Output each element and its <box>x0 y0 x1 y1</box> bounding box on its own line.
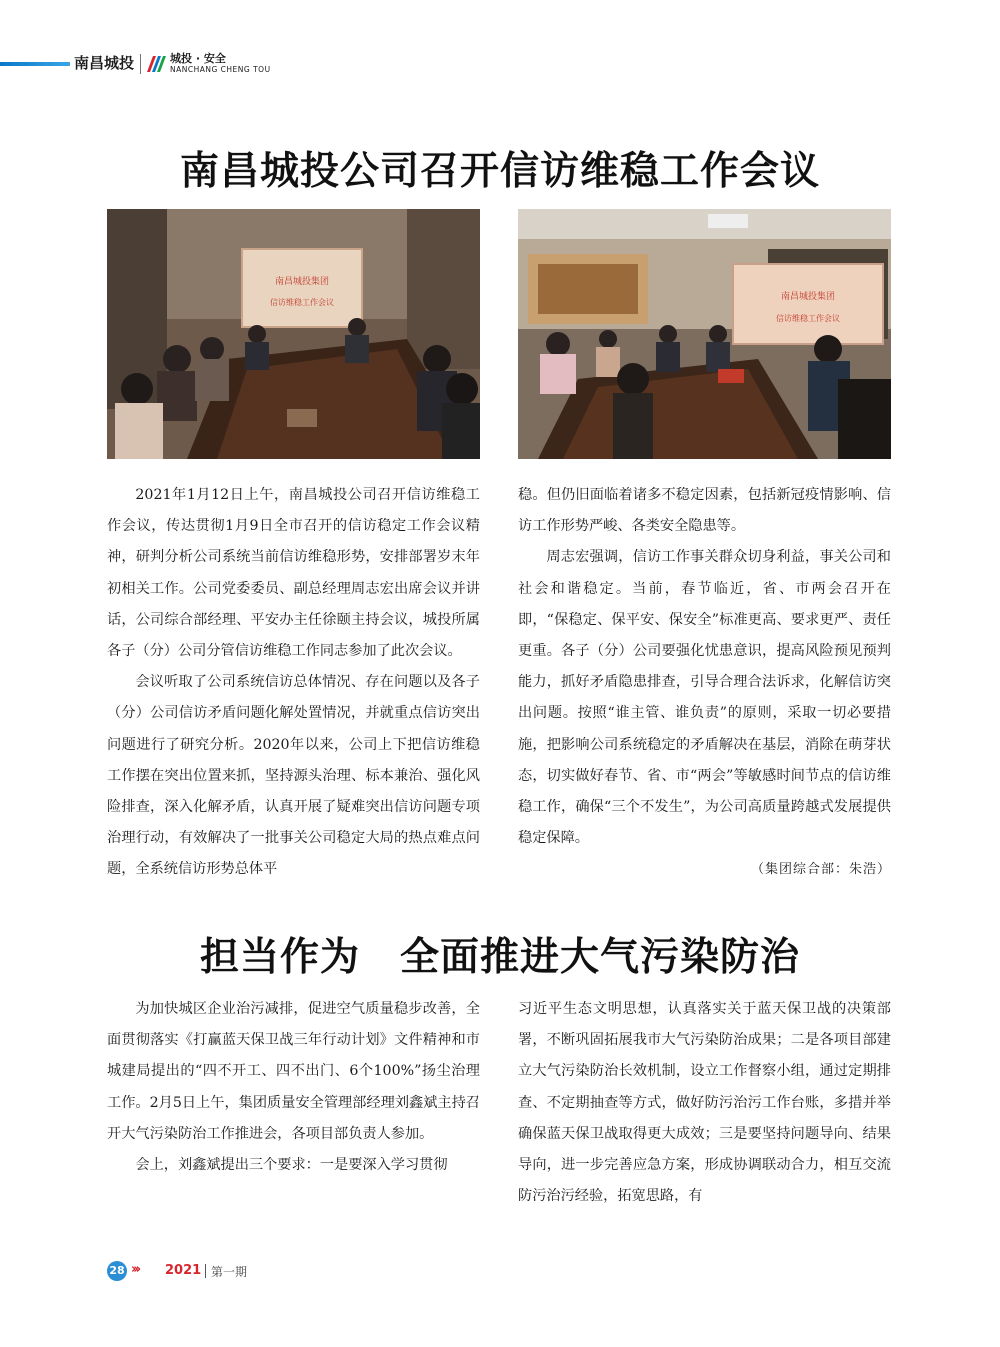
article1-paragraph: 稳。但仍旧面临着诸多不稳定因素，包括新冠疫情影响、信访工作形势严峻、各类安全隐患等。 <box>518 487 891 535</box>
article1-paragraph: 2021年1月12日上午，南昌城投公司召开信访维稳工作会议，传达贯彻1月9日全市召开的信访稳定工作会议精神，研判分析公司系统当前信访维稳形势，安排部署岁末年初相关工作。公司党委委员、副总经理周志宏出席会议并讲话，公司综合部经理、平安办主任徐颐主持会议，城投所属各子（分）公司分管信访维稳工作同志参加了此次会议。 <box>107 487 480 660</box>
article2-paragraph: 会上，刘鑫斌提出三个要求：一是要深入学习贯彻 <box>135 1157 448 1174</box>
page-number: 28 <box>107 1261 127 1281</box>
article1-signature: （集团综合部：朱浩） <box>750 862 891 878</box>
article1-column-left <box>107 480 480 886</box>
meeting-photo-1 <box>107 209 480 459</box>
header-accent-line <box>0 62 70 66</box>
article2-title: 担当作为 全面推进大气污染防治 <box>199 935 800 980</box>
header-logo-text: 城投 · 安全 <box>170 52 226 65</box>
article1-title: 南昌城投公司召开信访维稳工作会议 <box>179 149 820 194</box>
article1-paragraph: 会议听取了公司系统信访总体情况、存在问题以及各子（分）公司信访矛盾问题化解处置情况，并就重点信访突出问题进行了研究分析。2020年以来，公司上下把信访维稳工作摆在突出位置来抓，坚持源头治理、标本兼治、强化风险排查，深入化解矛盾，认真开展了疑难突出信访问题专项治理行动，有效解决了一批事关公司稳定大局的热点难点问题，全系统信访形势总体平 <box>107 674 480 878</box>
photo2-screen-line1: 南昌城投集团 <box>780 292 836 302</box>
article1-paragraph: 周志宏强调，信访工作事关群众切身利益，事关公司和社会和谐稳定。当前，春节临近，省、市两会召开在即，“保稳定、保平安、保安全”标准更高、要求更严、责任更重。各子（分）公司要强化忧患意识，提高风险预见预判能力，抓好矛盾隐患排查，引导合理合法诉求，化解信访突出问题。按照“谁主管、谁负责”的原则，采取一切必要措施，把影响公司系统稳定的矛盾解决在基层，消除在萌芽状态，切实做好春节、省、市“两会”等敏感时间节点的信访维稳工作，确保“三个不发生”，为公司高质量跨越式发展提供稳定保障。 <box>518 549 891 847</box>
meeting-photo-2 <box>518 209 891 459</box>
footer-divider <box>205 1264 206 1278</box>
chengtou-logo-icon <box>145 52 167 74</box>
photo2-screen-line2: 信访维稳工作会议 <box>776 314 840 323</box>
header-divider <box>140 54 141 74</box>
article1-column-right <box>518 480 891 886</box>
footer-arrows-icon: ››› <box>131 1262 139 1277</box>
photo1-screen-line1: 南昌城投集团 <box>274 277 330 287</box>
article2-column-left <box>107 994 480 1181</box>
footer-issue: 第一期 <box>211 1265 248 1279</box>
article2-paragraph: 习近平生态文明思想，认真落实关于蓝天保卫战的决策部署，不断巩固拓展我市大气污染防治成果；二是各项目部建立大气污染防治长效机制，设立工作督察小组，通过定期排查、不定期抽查等方式，做好防污治污工作台账，多措并举确保蓝天保卫战取得更大成效；三是要坚持问题导向、结果导向，进一步完善应急方案，形成协调联动合力，相互交流防污治污经验，拓宽思路，有 <box>518 1001 891 1205</box>
page-header <box>0 46 1000 82</box>
photo1-screen-line2: 信访维稳工作会议 <box>270 298 334 307</box>
header-brand: 南昌城投 <box>74 54 135 72</box>
footer-year: 2021 <box>165 1263 202 1278</box>
header-logo-text-en: NANCHANG CHENG TOU <box>170 65 271 74</box>
article2-column-right <box>518 994 891 1212</box>
article2-paragraph: 为加快城区企业治污减排，促进空气质量稳步改善，全面贯彻落实《打赢蓝天保卫战三年行动计划》文件精神和市城建局提出的“四不开工、四不出门、6个100%”扬尘治理工作。2月5日上午，集团质量安全管理部经理刘鑫斌主持召开大气污染防治工作推进会，各项目部负责人参加。 <box>107 1001 480 1142</box>
